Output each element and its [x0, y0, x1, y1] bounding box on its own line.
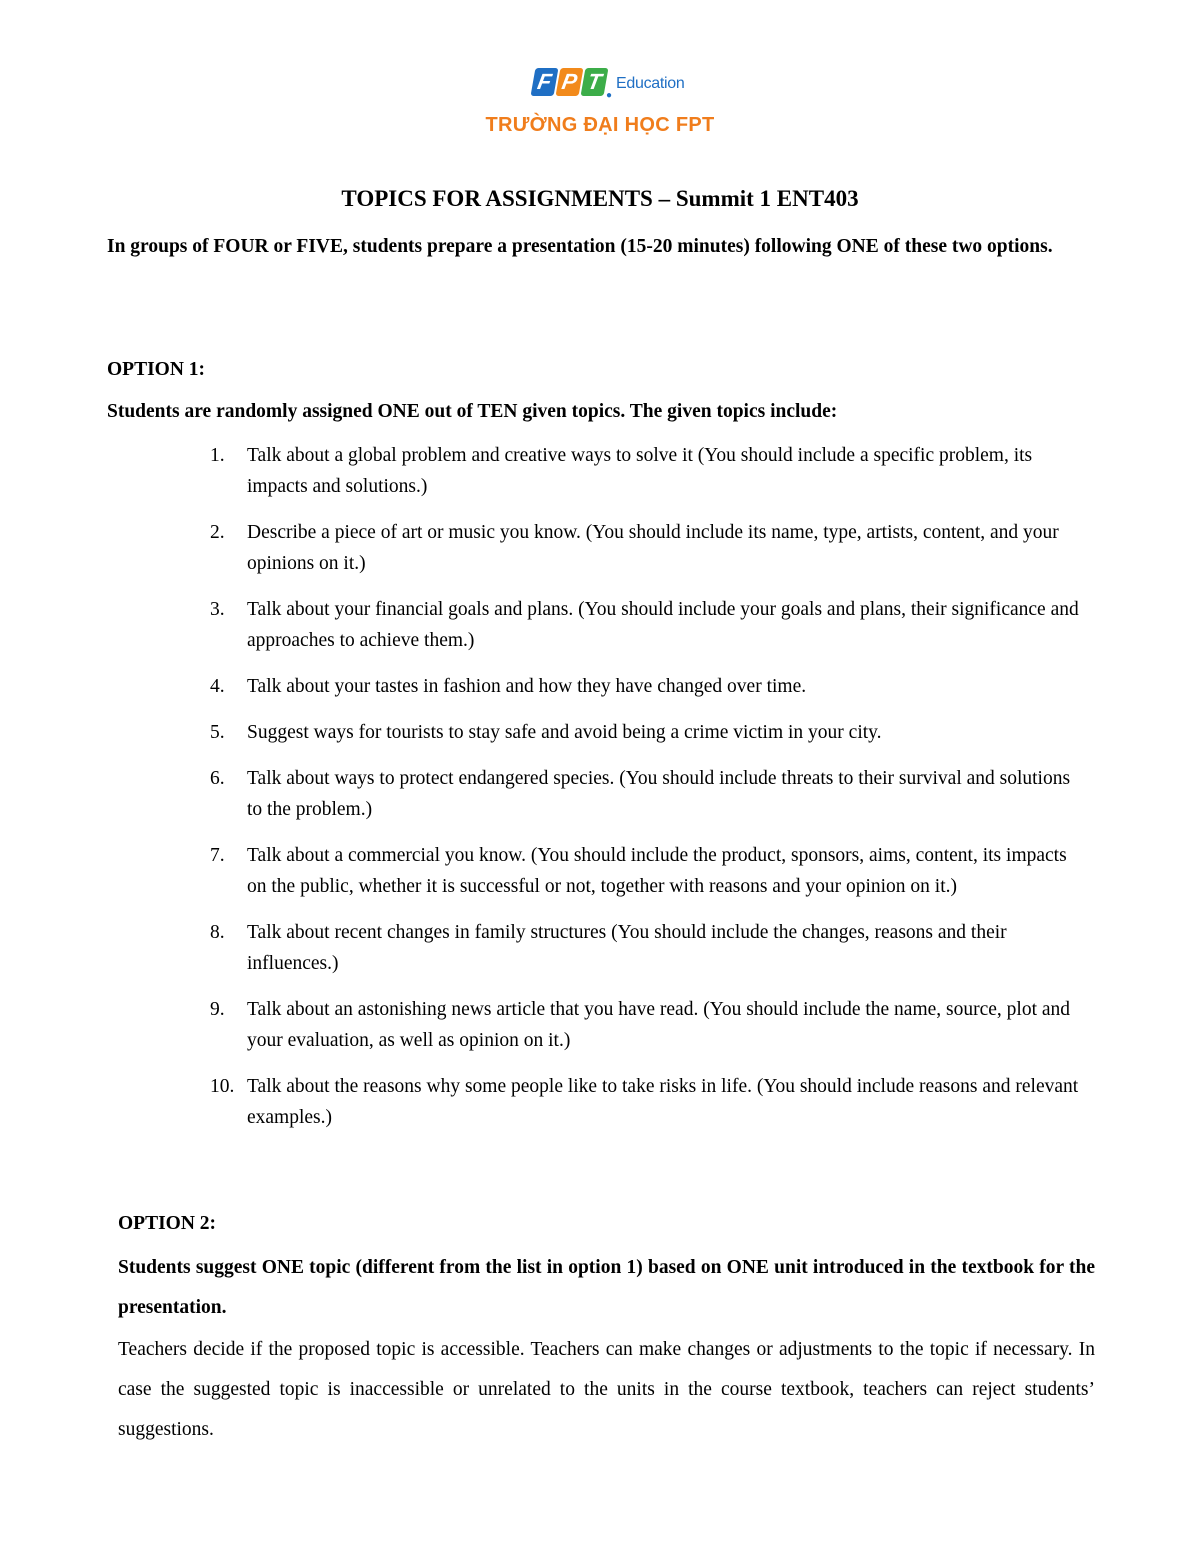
topic-item — [210, 763, 1090, 825]
topic-number: 2. — [210, 522, 225, 543]
logo-registered-dot: ● — [606, 90, 613, 101]
topic-text: Talk about recent changes in family structures (You should include the changes, reasons and their influences.) — [247, 922, 1007, 974]
topic-text: Talk about ways to protect endangered species. (You should include threats to their survival and solutions to the problem.) — [247, 768, 1071, 820]
topic-text: Suggest ways for tourists to stay safe and avoid being a crime victim in your city. — [247, 722, 882, 743]
topic-text: Talk about an astonishing news article that you have read. (You should include the name, source, plot and your evaluation, as well as opinion on it.) — [247, 999, 1071, 1051]
topic-number: 1. — [210, 445, 225, 466]
option1-heading: OPTION 1: — [107, 359, 206, 380]
topic-item — [210, 840, 1090, 902]
topic-item — [210, 717, 1090, 748]
topic-number: 8. — [210, 922, 225, 943]
topic-number: 5. — [210, 722, 225, 743]
university-name: TRƯỜNG ĐẠI HỌC FPT — [485, 114, 715, 136]
topic-item — [210, 440, 1090, 502]
option2-heading: OPTION 2: — [118, 1213, 217, 1234]
logo-letter-t: T — [581, 68, 609, 96]
topic-number: 6. — [210, 768, 225, 789]
topic-list — [210, 440, 1090, 1148]
option2-description: Students suggest ONE topic (different from the list in option 1) based on ONE unit introduced in the textbook for the presentation. — [118, 1257, 1095, 1318]
topic-number: 7. — [210, 845, 225, 866]
topic-item — [210, 594, 1090, 656]
topic-item — [210, 1071, 1090, 1133]
option1-description: Students are randomly assigned ONE out of TEN given topics. The given topics include: — [107, 401, 838, 422]
topic-number: 3. — [210, 599, 225, 620]
logo-letter-f: F — [531, 68, 559, 96]
intro-paragraph: In groups of FOUR or FIVE, students prepare a presentation (15-20 minutes) following ONE of these two options. — [107, 236, 1053, 257]
page-title: TOPICS FOR ASSIGNMENTS – Summit 1 ENT403 — [341, 186, 859, 211]
logo-letter-p: P — [556, 68, 584, 96]
topic-text: Describe a piece of art or music you know. (You should include its name, type, artists, content, and your opinions on it.) — [247, 522, 1059, 574]
topic-text: Talk about the reasons why some people like to take risks in life. (You should include reasons and relevant examples.) — [247, 1076, 1079, 1128]
topic-number: 9. — [210, 999, 225, 1020]
topic-number: 4. — [210, 676, 225, 697]
topic-text: Talk about your financial goals and plans. (You should include your goals and plans, their significance and approaches to achieve them.) — [247, 599, 1079, 651]
topic-item — [210, 517, 1090, 579]
fpt-education-logo — [533, 68, 685, 106]
topic-text: Talk about a commercial you know. (You should include the product, sponsors, aims, content, its impacts on the public, whether it is successful or not, together with reasons and your opinion on it.) — [247, 845, 1067, 897]
topic-item — [210, 994, 1090, 1056]
logo-tiles — [533, 68, 608, 96]
option2-note: Teachers decide if the proposed topic is accessible. Teachers can make changes or adjustments to the topic if necessary. In case the suggested topic is inaccessible or unrelated to the units in the course textbook, teachers can reject students’ suggestions. — [118, 1339, 1095, 1440]
topic-text: Talk about a global problem and creative ways to solve it (You should include a specific problem, its impacts and solutions.) — [247, 445, 1033, 497]
logo-text: Education — [616, 75, 685, 92]
topic-item — [210, 917, 1090, 979]
topic-number: 10. — [210, 1076, 235, 1097]
topic-item — [210, 671, 1090, 702]
topic-text: Talk about your tastes in fashion and how they have changed over time. — [247, 676, 807, 697]
